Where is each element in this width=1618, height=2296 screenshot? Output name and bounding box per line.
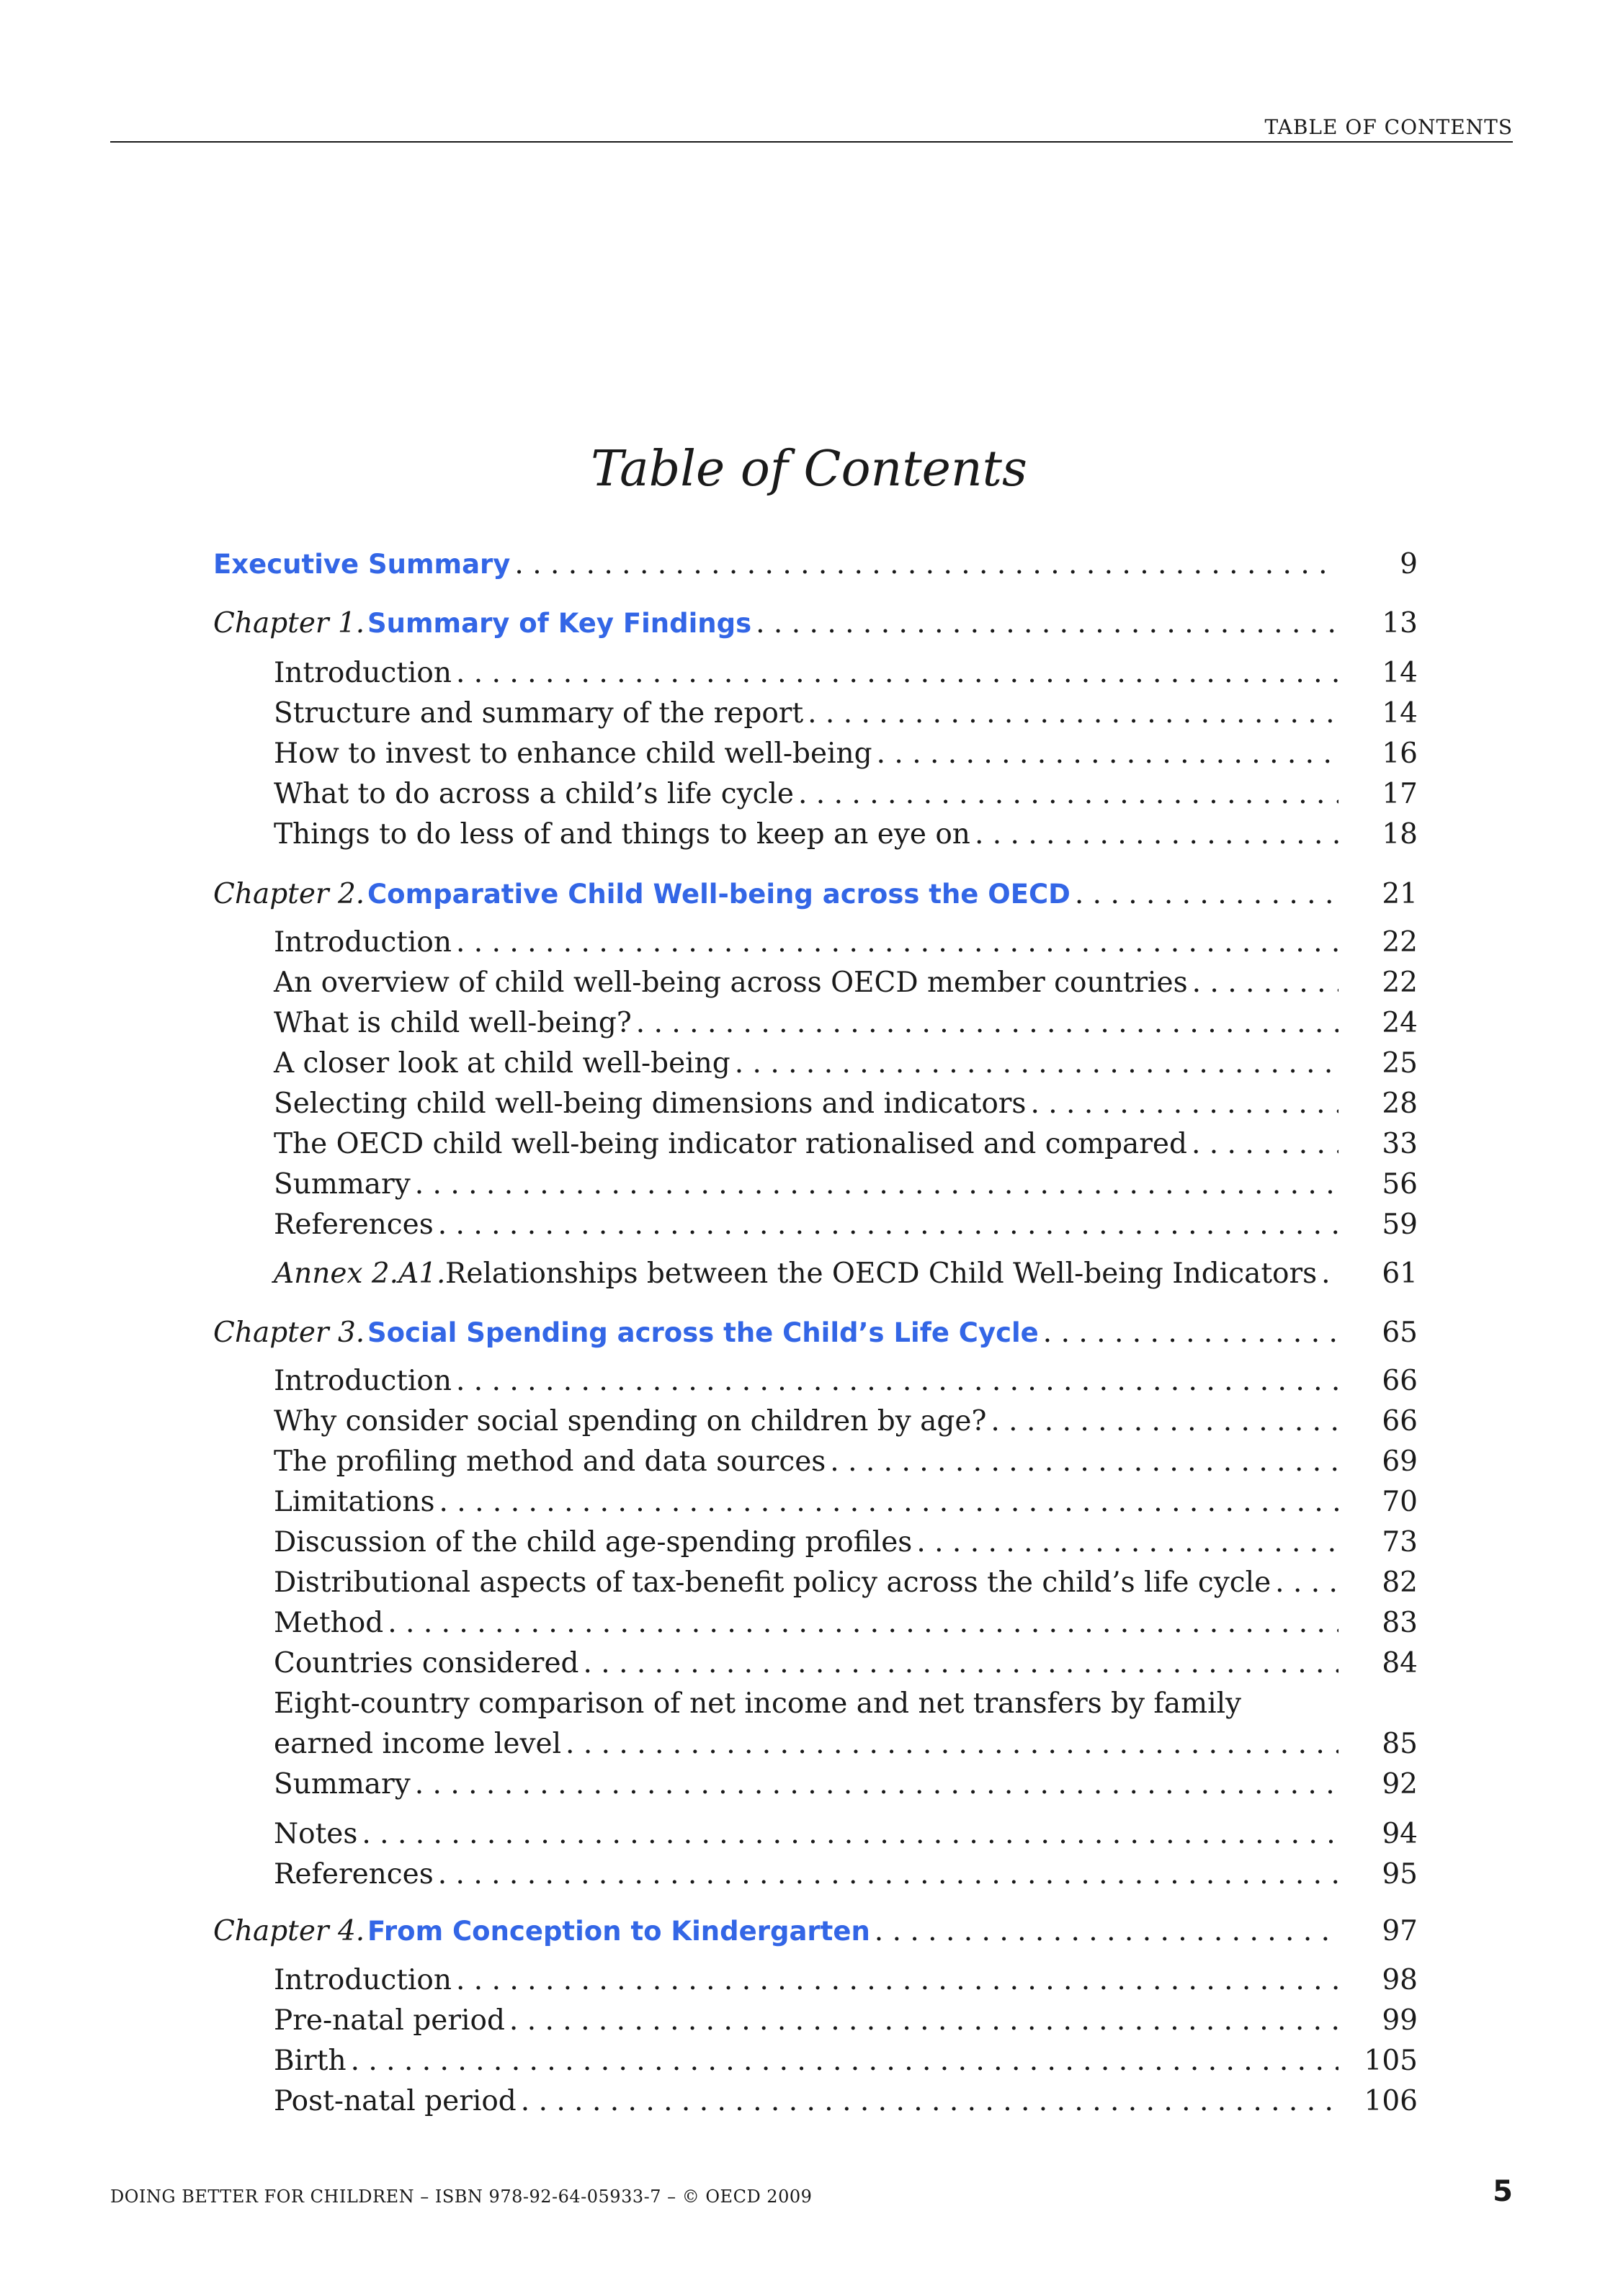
toc-item[interactable] [213, 1124, 1418, 1165]
toc-item[interactable] [213, 923, 1418, 963]
toc-item[interactable] [213, 1482, 1418, 1523]
toc-item-label: Discussion of the child age-spending profiles [274, 1526, 913, 1559]
toc-item-label: References [274, 1208, 434, 1241]
page-number: 59 [1382, 1208, 1418, 1241]
page-number: 9 [1400, 548, 1418, 580]
toc-item[interactable] [213, 1044, 1418, 1084]
page-number: 73 [1382, 1526, 1418, 1559]
dot-leader [509, 2001, 1338, 2041]
dot-leader [521, 2081, 1338, 2122]
chapter-number: Chapter 2. [213, 878, 365, 910]
dot-leader [388, 1603, 1338, 1643]
page-number: 95 [1382, 1858, 1418, 1891]
toc-item-label: Introduction [274, 1964, 452, 1996]
dot-leader [456, 653, 1338, 694]
dot-leader [415, 1764, 1338, 1805]
toc-annex[interactable] [213, 1254, 1418, 1294]
dot-leader [808, 694, 1338, 734]
toc-entry-executive-summary[interactable] [213, 544, 1418, 585]
page-number: 66 [1382, 1365, 1418, 1397]
page-number: 21 [1382, 878, 1418, 910]
dot-leader [916, 1523, 1338, 1563]
toc-chapter-2[interactable] [213, 874, 1418, 915]
page-number: 92 [1382, 1768, 1418, 1801]
running-head: TABLE OF CONTENTS [1264, 115, 1513, 139]
page-number: 17 [1382, 778, 1418, 810]
toc-item-label: The OECD child well-being indicator rationalised and compared [274, 1128, 1187, 1160]
toc-item[interactable] [213, 734, 1418, 774]
dot-leader [438, 1855, 1338, 1895]
toc-chapter-1[interactable] [213, 604, 1418, 644]
dot-leader [991, 1402, 1338, 1442]
chapter-number: Chapter 1. [213, 607, 365, 640]
dot-leader [877, 734, 1338, 774]
toc-item[interactable] [213, 2081, 1418, 2122]
toc-item[interactable] [213, 694, 1418, 734]
toc-item[interactable] [213, 653, 1418, 694]
page-number: 83 [1382, 1607, 1418, 1639]
toc-item-label: Summary [274, 1768, 411, 1801]
toc-item-label: Things to do less of and things to keep an eye on [274, 818, 970, 851]
page-number: 25 [1382, 1047, 1418, 1080]
toc-item-label: Relationships between the OECD Child Well-being Indicators [445, 1257, 1318, 1290]
toc-item[interactable] [213, 1563, 1418, 1603]
dot-leader [830, 1442, 1338, 1482]
page-title: Table of Contents [591, 441, 1027, 498]
page-number: 85 [1382, 1728, 1418, 1760]
toc-item[interactable] [213, 815, 1418, 855]
page-number: 66 [1382, 1405, 1418, 1438]
dot-leader [415, 1165, 1338, 1205]
toc-item-label: Method [274, 1607, 384, 1639]
page-number: 22 [1382, 967, 1418, 999]
toc-item[interactable] [213, 1084, 1418, 1124]
page-number: 16 [1382, 737, 1418, 770]
page-number: 106 [1364, 2085, 1418, 2117]
toc-item-label: Countries considered [274, 1647, 579, 1680]
toc-item[interactable] [213, 1402, 1418, 1442]
page-number: 105 [1364, 2045, 1418, 2077]
page-number: 56 [1382, 1168, 1418, 1201]
page-number: 14 [1382, 697, 1418, 730]
toc-item-label: Distributional aspects of tax-benefit policy across the child’s life cycle [274, 1566, 1271, 1599]
toc-item-label: Introduction [274, 657, 452, 689]
dot-leader [456, 1361, 1338, 1402]
toc-item[interactable] [213, 774, 1418, 815]
dot-leader [456, 1960, 1338, 2001]
toc-item-label: References [274, 1858, 434, 1891]
page-number: 24 [1382, 1007, 1418, 1039]
toc-item-label: How to invest to enhance child well-being [274, 737, 872, 770]
page-number: 70 [1382, 1486, 1418, 1518]
dot-leader [1075, 874, 1338, 915]
toc-item-label: Summary [274, 1168, 411, 1201]
page-number: 65 [1382, 1317, 1418, 1349]
page-number: 18 [1382, 818, 1418, 851]
dot-leader [1043, 1313, 1338, 1353]
dot-leader [1030, 1084, 1338, 1124]
dot-leader [566, 1724, 1338, 1764]
toc-item-label: Birth [274, 2045, 347, 2077]
page-number: 99 [1382, 2004, 1418, 2037]
toc-item-label: Structure and summary of the report [274, 697, 804, 730]
page-number-folio: 5 [1493, 2175, 1513, 2208]
dot-leader [875, 1911, 1338, 1952]
dot-leader [1192, 1124, 1338, 1165]
toc-item[interactable] [213, 1003, 1418, 1044]
dot-leader [439, 1482, 1338, 1523]
page-number: 94 [1382, 1818, 1418, 1850]
toc-item[interactable] [213, 2041, 1418, 2081]
toc-item[interactable] [213, 1643, 1418, 1684]
toc-item[interactable] [213, 2001, 1418, 2041]
toc-chapter-3[interactable] [213, 1313, 1418, 1353]
toc-chapter-4[interactable] [213, 1911, 1418, 1952]
toc-item[interactable] [213, 1814, 1418, 1855]
page-number: 22 [1382, 926, 1418, 959]
toc-item[interactable] [213, 963, 1418, 1003]
page-number: 33 [1382, 1128, 1418, 1160]
dot-leader [1192, 963, 1338, 1003]
toc-item-label: Why consider social spending on children by age? [274, 1405, 987, 1438]
toc-item[interactable] [213, 1523, 1418, 1563]
toc-item-label: A closer look at child well-being [274, 1047, 730, 1080]
toc-item[interactable] [213, 1165, 1418, 1205]
toc-link[interactable]: Social Spending across the Child’s Life Cycle [367, 1317, 1039, 1348]
page-number: 69 [1382, 1445, 1418, 1478]
dot-leader [1275, 1563, 1338, 1603]
toc-item-label: What to do across a child’s life cycle [274, 778, 795, 810]
toc-item-label-line1[interactable]: Eight-country comparison of net income and net transfers by family [274, 1687, 1242, 1720]
toc-item-label: Post-natal period [274, 2085, 517, 2117]
header-rule [110, 141, 1513, 143]
toc-item-label: Notes [274, 1818, 358, 1850]
dot-leader [584, 1643, 1339, 1684]
page-number: 97 [1382, 1915, 1418, 1947]
toc-item[interactable] [213, 1205, 1418, 1245]
chapter-number: Chapter 4. [213, 1915, 365, 1947]
toc-item-label: An overview of child well-being across OECD member countries [274, 967, 1188, 999]
dot-leader [456, 923, 1338, 963]
toc-item[interactable] [213, 1855, 1418, 1895]
toc-item[interactable] [213, 1603, 1418, 1643]
toc-item[interactable] [213, 1361, 1418, 1402]
toc-item-label: Introduction [274, 926, 452, 959]
page-number: 14 [1382, 657, 1418, 689]
toc-item-label: The profiling method and data sources [274, 1445, 826, 1478]
page-footer: DOING BETTER FOR CHILDREN – ISBN 978-92-64-05933-7 – © OECD 2009 [110, 2187, 813, 2207]
toc-item-label: Limitations [274, 1486, 435, 1518]
toc-link[interactable]: Comparative Child Well-being across the OECD [367, 879, 1071, 910]
toc-link[interactable]: Summary of Key Findings [367, 608, 752, 639]
toc-item-label: earned income level [274, 1728, 562, 1760]
page-number: 28 [1382, 1088, 1418, 1120]
page-number: 61 [1382, 1257, 1418, 1290]
toc-item-label: Pre-natal period [274, 2004, 505, 2037]
annex-number: Annex 2.A1. [274, 1257, 446, 1290]
page-number: 82 [1382, 1566, 1418, 1599]
toc-item[interactable] [213, 1724, 1418, 1764]
page-number: 13 [1382, 607, 1418, 640]
dot-leader [798, 774, 1338, 815]
dot-leader [362, 1814, 1338, 1855]
dot-leader [975, 815, 1338, 855]
toc-item[interactable] [213, 1764, 1418, 1805]
toc-link[interactable]: From Conception to Kindergarten [367, 1916, 870, 1947]
toc-item-label: What is child well-being? [274, 1007, 632, 1039]
page-number: 98 [1382, 1964, 1418, 1996]
toc-item[interactable] [213, 1442, 1418, 1482]
dot-leader [438, 1205, 1338, 1245]
dot-leader [1321, 1254, 1338, 1294]
dot-leader [351, 2041, 1338, 2081]
dot-leader [735, 1044, 1338, 1084]
toc-item[interactable] [213, 1960, 1418, 2001]
dot-leader [514, 544, 1338, 585]
page-number: 84 [1382, 1647, 1418, 1680]
toc-item-label: Selecting child well-being dimensions and indicators [274, 1088, 1027, 1120]
toc-item-label: Introduction [274, 1365, 452, 1397]
dot-leader [636, 1003, 1338, 1044]
dot-leader [756, 604, 1338, 644]
chapter-number: Chapter 3. [213, 1317, 365, 1349]
toc-link[interactable]: Executive Summary [213, 549, 511, 580]
